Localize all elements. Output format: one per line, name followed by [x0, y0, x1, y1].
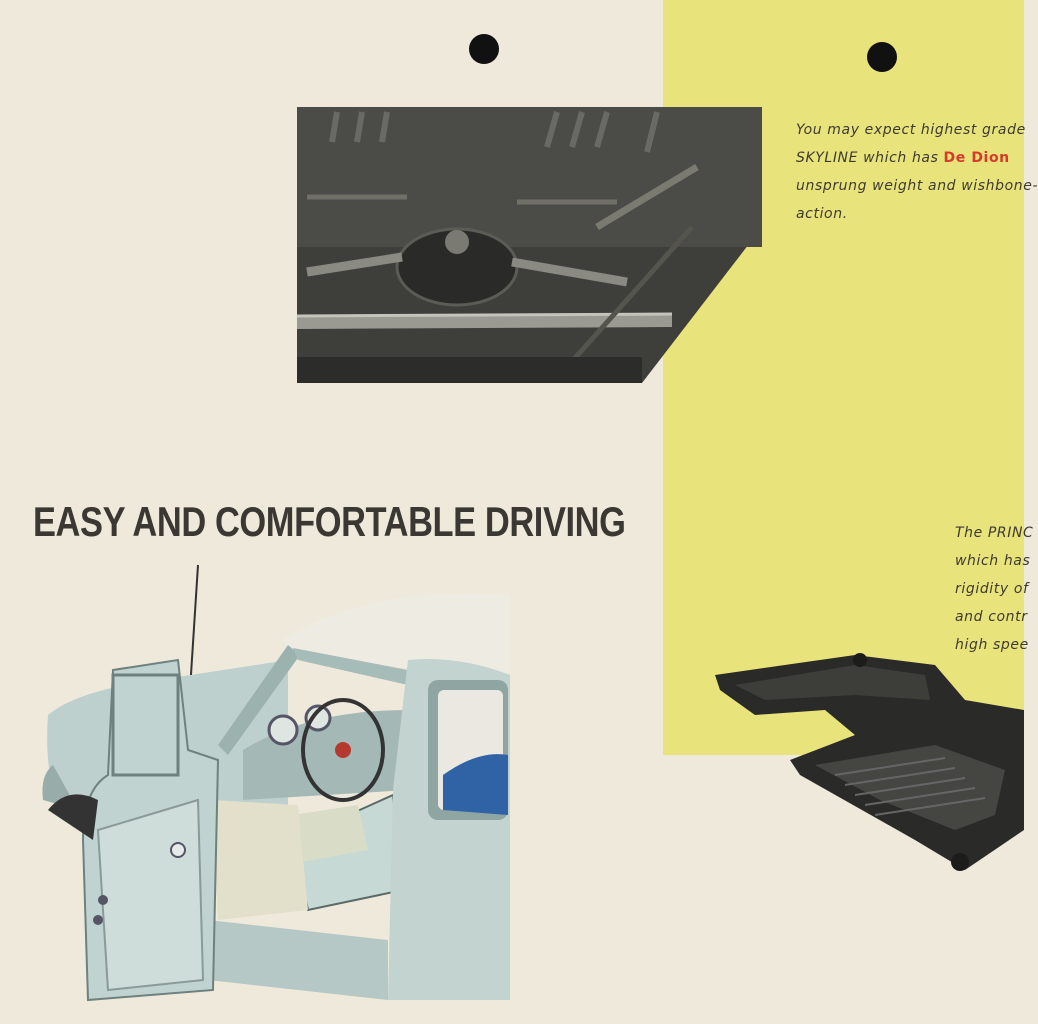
copy-line: You may expect highest grade: [796, 122, 1026, 138]
copy-line: The PRINC: [955, 525, 1034, 541]
copy-line: which has: [955, 553, 1031, 569]
copy-line: high spee: [955, 637, 1029, 653]
car-interior-illustration: [38, 560, 510, 1000]
punch-hole: [867, 42, 897, 72]
copy-line: rigidity of: [955, 581, 1029, 597]
copy-line: and contr: [955, 609, 1028, 625]
copy-line: [796, 144, 1038, 172]
rear-suspension-photo: [297, 107, 762, 383]
chassis-frame-illustration: [705, 640, 1024, 880]
punch-hole: [469, 34, 499, 64]
skyline-suspension-copy: [796, 116, 1038, 228]
de-dion-highlight: De Dion: [943, 150, 1010, 166]
page-headline: EASY AND COMFORTABLE DRIVING: [33, 498, 626, 545]
copy-line: action.: [796, 206, 848, 222]
copy-line: unsprung weight and wishbone-: [796, 178, 1038, 194]
copy-line-prefix: SKYLINE which has: [796, 150, 944, 166]
prince-body-copy: [955, 519, 1033, 659]
